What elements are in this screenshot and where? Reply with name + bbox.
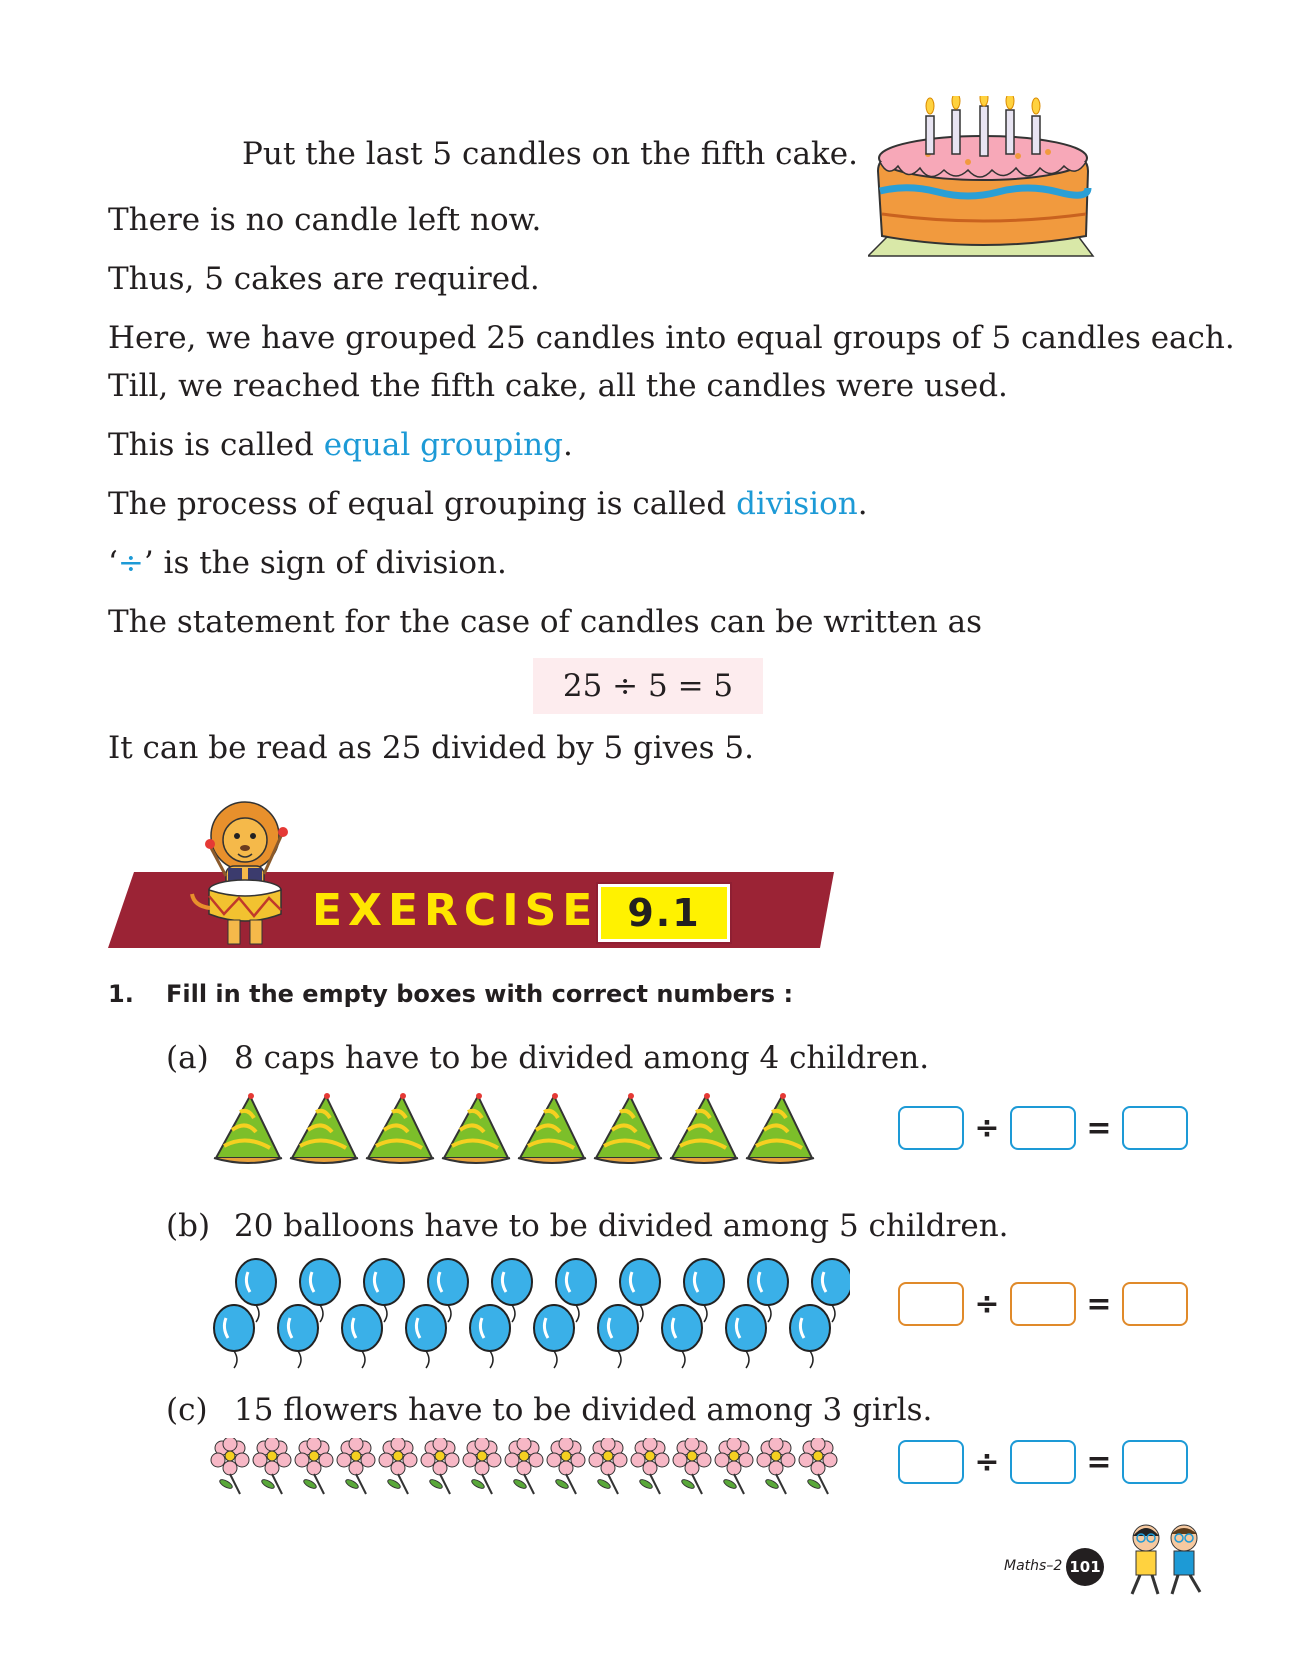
- answer-c-dividend[interactable]: [898, 1440, 964, 1484]
- question-number: 1.: [108, 980, 134, 1008]
- text-line-7: [108, 484, 868, 524]
- text-line-8: [108, 543, 507, 583]
- lion-drummer-icon: [190, 798, 300, 948]
- text-line-3: Thus, 5 cakes are required.: [108, 261, 540, 297]
- answer-b-divisor[interactable]: [1010, 1282, 1076, 1326]
- divide-sign: ÷: [974, 1110, 1000, 1146]
- cap-icon: [214, 1093, 282, 1163]
- text-line-6-post: .: [563, 427, 573, 463]
- cap-icon: [518, 1093, 586, 1163]
- balloon-icon: [790, 1305, 830, 1368]
- flower-icon: [253, 1438, 291, 1494]
- item-a-text: 8 caps have to be divided among 4 children.: [234, 1040, 930, 1076]
- text-line-6: [108, 425, 573, 465]
- text-line-9: The statement for the case of candles can be written as: [108, 604, 983, 640]
- flower-icon: [757, 1438, 795, 1494]
- balloon-icon: [598, 1305, 638, 1368]
- balloons-row: [210, 1258, 850, 1374]
- cap-icon: [366, 1093, 434, 1163]
- flower-icon: [379, 1438, 417, 1494]
- quote-open: ‘: [108, 545, 118, 581]
- text-line-6-pre: This is called: [108, 427, 324, 463]
- equals-sign: =: [1086, 1444, 1112, 1480]
- text-line-2: There is no candle left now.: [108, 202, 542, 238]
- text-line-8-post: ’ is the sign of division.: [143, 545, 507, 581]
- balloon-icon: [342, 1305, 382, 1368]
- text-line-10: It can be read as 25 divided by 5 gives 5.: [108, 730, 754, 766]
- flowers-row: [210, 1438, 850, 1502]
- item-c-text: 15 flowers have to be divided among 3 girls.: [234, 1392, 933, 1428]
- divide-sign: ÷: [974, 1286, 1000, 1322]
- term-equal-grouping: equal grouping: [323, 427, 563, 463]
- answer-row-c: [898, 1440, 1188, 1484]
- caps-svg: [210, 1090, 830, 1170]
- page-number: 101: [1066, 1548, 1104, 1586]
- answer-a-quotient[interactable]: [1122, 1106, 1188, 1150]
- cake-illustration: [868, 96, 1098, 272]
- item-b-text: 20 balloons have to be divided among 5 children.: [234, 1208, 1009, 1244]
- flower-icon: [211, 1438, 249, 1494]
- balloon-icon: [470, 1305, 510, 1368]
- cap-icon: [290, 1093, 358, 1163]
- answer-b-quotient[interactable]: [1122, 1282, 1188, 1326]
- text-line-1: Put the last 5 candles on the fifth cake.: [242, 136, 858, 172]
- cap-icon: [670, 1093, 738, 1163]
- flower-icon: [337, 1438, 375, 1494]
- flower-icon: [463, 1438, 501, 1494]
- cap-icon: [442, 1093, 510, 1163]
- flower-icon: [673, 1438, 711, 1494]
- flower-icon: [799, 1438, 837, 1494]
- cap-icon: [746, 1093, 814, 1163]
- equation-box: 25 ÷ 5 = 5: [533, 658, 763, 714]
- balloon-icon: [214, 1305, 254, 1368]
- item-b-label: (b): [166, 1208, 211, 1244]
- text-line-7-pre: The process of equal grouping is called: [108, 486, 737, 522]
- balloons-svg: [210, 1258, 850, 1370]
- division-sign: ÷: [117, 545, 144, 581]
- equals-sign: =: [1086, 1286, 1112, 1322]
- balloon-icon: [662, 1305, 702, 1368]
- item-c: [166, 1390, 932, 1430]
- answer-c-quotient[interactable]: [1122, 1440, 1188, 1484]
- term-division: division: [736, 486, 858, 522]
- answer-a-dividend[interactable]: [898, 1106, 964, 1150]
- caps-row: [210, 1090, 830, 1174]
- flowers-svg: [210, 1438, 850, 1498]
- cap-icon: [594, 1093, 662, 1163]
- balloon-icon: [726, 1305, 766, 1368]
- text-line-7-post: .: [857, 486, 868, 522]
- exercise-title: EXERCISE: [312, 885, 599, 936]
- flower-icon: [715, 1438, 753, 1494]
- flower-icon: [589, 1438, 627, 1494]
- balloon-icon: [406, 1305, 446, 1368]
- kids-mascot-icon: [1116, 1520, 1216, 1600]
- text-line-5: Till, we reached the fifth cake, all the candles were used.: [108, 368, 1008, 404]
- answer-b-dividend[interactable]: [898, 1282, 964, 1326]
- answer-a-divisor[interactable]: [1010, 1106, 1076, 1150]
- equals-sign: =: [1086, 1110, 1112, 1146]
- balloon-icon: [278, 1305, 318, 1368]
- text-line-4: Here, we have grouped 25 candles into equal groups of 5 candles each.: [108, 320, 1235, 356]
- flower-icon: [547, 1438, 585, 1494]
- book-name: Maths–2: [1004, 1558, 1063, 1574]
- flower-icon: [421, 1438, 459, 1494]
- item-c-label: (c): [166, 1392, 208, 1428]
- answer-row-b: [898, 1282, 1188, 1326]
- flower-icon: [631, 1438, 669, 1494]
- answer-c-divisor[interactable]: [1010, 1440, 1076, 1484]
- balloon-icon: [534, 1305, 574, 1368]
- item-a: [166, 1038, 929, 1078]
- flower-icon: [295, 1438, 333, 1494]
- question-text: Fill in the empty boxes with correct numbers :: [166, 980, 794, 1008]
- answer-row-a: [898, 1106, 1188, 1150]
- item-a-label: (a): [166, 1040, 209, 1076]
- flower-icon: [505, 1438, 543, 1494]
- item-b: [166, 1206, 1009, 1246]
- divide-sign: ÷: [974, 1444, 1000, 1480]
- exercise-number: 9.1: [598, 884, 730, 942]
